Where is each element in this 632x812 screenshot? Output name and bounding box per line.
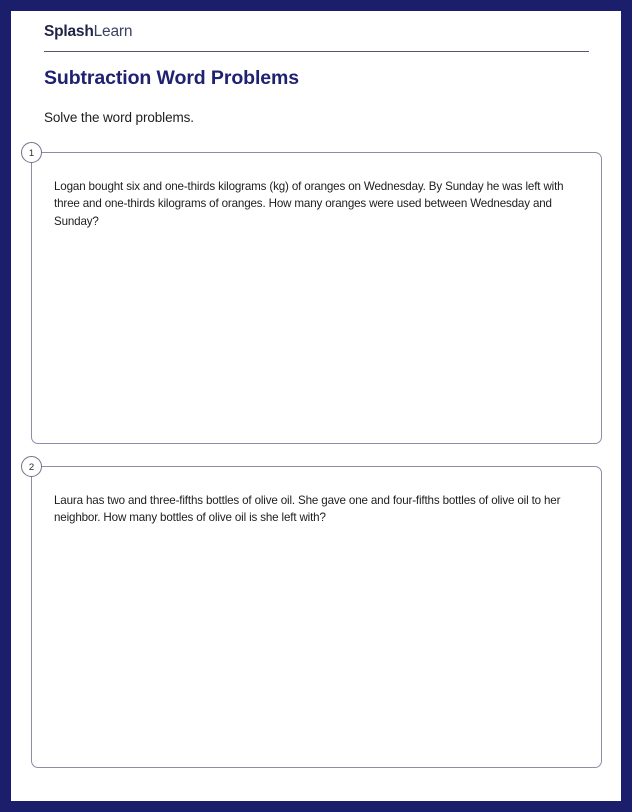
problem-box-2[interactable] bbox=[28, 462, 602, 768]
splashlearn-logo bbox=[44, 22, 589, 42]
worksheet-page bbox=[11, 11, 621, 801]
instructions-text: Solve the word problems. bbox=[44, 110, 194, 125]
logo-text-splash: Splash bbox=[44, 23, 94, 40]
problem-question-text: Logan bought six and one-thirds kilograms (kg) of oranges on Wednesday. By Sunday he was left with three and one-thirds kilograms of oranges. How many oranges were used between Wednesday and Sunday? bbox=[54, 180, 564, 228]
problem-box-1[interactable] bbox=[28, 148, 602, 444]
problem-question-text: Laura has two and three-fifths bottles of olive oil. She gave one and four-fifths bottles of olive oil to her neighbor. How many bottles of olive oil is she left with? bbox=[54, 494, 561, 525]
logo-text-learn: Learn bbox=[93, 23, 133, 40]
page-title: Subtraction Word Problems bbox=[44, 67, 299, 89]
page-header bbox=[44, 22, 589, 52]
problem-number-badge: 2 bbox=[21, 456, 42, 477]
problem-number-badge: 1 bbox=[21, 142, 42, 163]
header-divider bbox=[44, 51, 589, 52]
